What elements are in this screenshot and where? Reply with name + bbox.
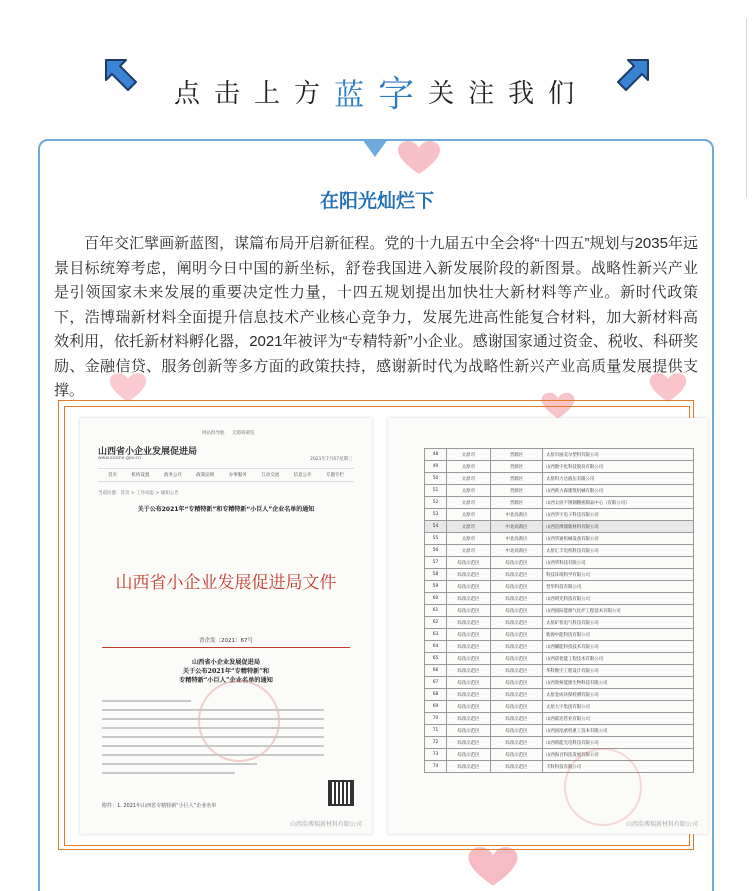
table-cell: 山西华通机械设备有限公司	[543, 533, 694, 545]
header-char-highlight: 蓝	[334, 77, 365, 113]
table-cell: 综改示范区	[491, 725, 543, 737]
table-cell: 中北高新区	[491, 509, 543, 521]
table-cell: 华科数字工程设计有限公司	[543, 665, 694, 677]
table-cell: 太原市	[447, 449, 491, 461]
table-cell: 68	[425, 689, 447, 701]
table-row	[425, 665, 694, 677]
table-cell: 科技环境科学有限公司	[543, 569, 694, 581]
table-cell: 综改示范区	[447, 665, 491, 677]
table-row	[425, 569, 694, 581]
doc-heading-line: 山西省小企业发展促进局	[191, 659, 261, 666]
table-cell: 太原市丽美尔塑料有限公司	[543, 449, 694, 461]
table-cell: 综改示范区	[491, 701, 543, 713]
table-row	[425, 545, 694, 557]
doc-top-link: 无障碍浏览	[232, 431, 255, 436]
table-row	[425, 641, 694, 653]
table-cell: 晋源区	[491, 461, 543, 473]
table-row	[425, 473, 694, 485]
doc-body-text	[102, 700, 324, 781]
table-cell: 综改示范区	[491, 593, 543, 605]
table-cell: 53	[425, 509, 447, 521]
doc-number: 晋企发〔2021〕67号	[199, 638, 253, 644]
table-row	[425, 581, 694, 593]
table-cell: 67	[425, 677, 447, 689]
table-cell: 太原矿机电气科技有限公司	[543, 617, 694, 629]
table-cell: 综改示范区	[491, 617, 543, 629]
table-cell: 太原市	[447, 485, 491, 497]
table-cell: 综改示范区	[447, 761, 491, 773]
table-cell: 综改示范区	[447, 725, 491, 737]
table-row	[425, 689, 694, 701]
table-cell: 山西奥柯能源生物科技有限公司	[543, 677, 694, 689]
doc-watermark: 山西浩博瑞新材料有限公司	[289, 821, 362, 828]
table-cell: 太原市	[447, 473, 491, 485]
doc-top-link: 网站群导航	[202, 431, 225, 436]
table-cell: 51	[425, 485, 447, 497]
notice-document-image[interactable]	[80, 418, 372, 834]
table-row	[425, 521, 694, 533]
table-cell: 54	[425, 521, 447, 533]
doc-nav-item: 政策法规	[196, 473, 215, 478]
company-table	[424, 448, 694, 773]
doc-nav	[98, 468, 354, 482]
doc-heading-line: 关于公布2021年“专精特新”和	[182, 668, 270, 675]
table-cell: 山西明光科技有限公司	[543, 593, 694, 605]
table-cell: 63	[425, 629, 447, 641]
table-cell: 综改示范区	[491, 557, 543, 569]
table-cell: 60	[425, 593, 447, 605]
header-char: 注	[468, 79, 495, 109]
table-cell: 综改示范区	[447, 605, 491, 617]
table-cell: 61	[425, 605, 447, 617]
table-cell: 山西新能光电科技有限公司	[543, 737, 694, 749]
header-char: 点	[174, 79, 201, 109]
table-cell: 72	[425, 737, 447, 749]
doc-date: 2021年7月07星期三	[310, 457, 353, 462]
table-cell: 太原科力达液压有限公司	[543, 473, 694, 485]
table-row	[425, 485, 694, 497]
table-row	[425, 701, 694, 713]
table-cell: 52	[425, 497, 447, 509]
doc-notice-title: 关于公布2021年“专精特新”和专精特新“小巨人”企业名单的通知	[137, 506, 315, 513]
table-cell: 综改示范区	[491, 605, 543, 617]
doc-nav-item: 信息公开	[293, 473, 312, 478]
table-cell: 49	[425, 461, 447, 473]
table-cell: 综改示范区	[447, 737, 491, 749]
doc-red-rule	[102, 647, 350, 648]
table-row	[425, 461, 694, 473]
table-cell: 山西联达管业有限公司	[543, 713, 694, 725]
arrow-up-left-icon	[100, 54, 142, 96]
table-cell: 70	[425, 713, 447, 725]
table-row	[425, 605, 694, 617]
table-cell: 山西数字化科技股份有限公司	[543, 461, 694, 473]
table-cell: 综改示范区	[447, 677, 491, 689]
table-cell: 综改示范区	[491, 665, 543, 677]
table-cell: 综改示范区	[491, 677, 543, 689]
table-cell: 太原市	[447, 497, 491, 509]
table-cell: 太原市	[447, 545, 491, 557]
header-char: 们	[548, 79, 575, 109]
heart-icon	[396, 140, 442, 176]
table-cell: 太原市	[447, 461, 491, 473]
table-cell: 山西华宇电子科技有限公司	[543, 509, 694, 521]
table-cell: 综改示范区	[491, 653, 543, 665]
table-cell: 晋华科技有限公司	[543, 581, 694, 593]
table-cell: 综改示范区	[447, 653, 491, 665]
table-cell: 综改示范区	[447, 569, 491, 581]
doc-nav-item: 政务公开	[163, 473, 182, 478]
header-char: 击	[214, 79, 241, 109]
table-row	[425, 617, 694, 629]
table-cell: 58	[425, 569, 447, 581]
table-row	[425, 749, 694, 761]
table-cell: 综改示范区	[447, 617, 491, 629]
table-cell: 晋源区	[491, 449, 543, 461]
qr-code	[328, 780, 354, 806]
table-cell: 综改示范区	[447, 749, 491, 761]
doc-nav-item: 专题专栏	[325, 473, 344, 478]
table-cell: 69	[425, 701, 447, 713]
header-char-highlight: 字	[378, 74, 415, 115]
article-paragraph: 百年交汇擘画新蓝图，谋篇布局开启新征程。党的十九届五中全会将“十四五”规划与2035年远景目标统筹考虑，阐明今日中国的新坐标，舒卷我国进入新发展阶段的新图景。战略性新兴产业是引领国家未来发展的重要决定性力量，十四五规划提出加快壮大新材料等产业。新时代政策下，浩博瑞新材料全面提升信息技术产业核心竞争力，发展先进高性能复合材料，加大新材料高效利用，依托新材料孵化器，2021年被评为“专精特新”小企业。感谢国家通过资金、税收、科研奖励、金融信贷、服务创新等多方面的政策扶持，感谢新时代为战略性新兴产业高质量发展提供支撑。	[54, 235, 698, 399]
table-cell: 太原大宇集团有限公司	[543, 701, 694, 713]
table-row	[425, 725, 694, 737]
table-cell: 晋源区	[491, 473, 543, 485]
header-char: 关	[428, 79, 455, 109]
table-row	[425, 737, 694, 749]
doc-nav-item: 机构设置	[131, 473, 150, 478]
table-cell: 太原市	[447, 533, 491, 545]
doc-nav-item: 互动交流	[261, 473, 280, 478]
table-cell: 综改示范区	[491, 629, 543, 641]
arrow-up-right-icon	[612, 54, 654, 96]
table-cell: 中北高新区	[491, 533, 543, 545]
doc-breadcrumb: 当前位置：首页 > 工作动态 > 通知公告	[98, 491, 179, 496]
table-cell: 50	[425, 473, 447, 485]
table-cell: 山西太原不锈钢精密制品中心（有限公司）	[543, 497, 694, 509]
table-cell: 晋源区	[491, 485, 543, 497]
header-char: 方	[294, 79, 321, 109]
table-cell: 综改示范区	[447, 641, 491, 653]
table-cell: 综改示范区	[447, 629, 491, 641]
table-cell: 48	[425, 449, 447, 461]
follow-header	[0, 50, 754, 120]
table-cell: 综改示范区	[447, 701, 491, 713]
table-cell: 综改示范区	[447, 593, 491, 605]
header-char: 上	[254, 79, 281, 109]
table-row	[425, 629, 694, 641]
table-cell: 56	[425, 545, 447, 557]
table-cell: 晋源区	[491, 497, 543, 509]
table-row	[425, 713, 694, 725]
table-cell: 山西海百科技发展有限公司	[543, 749, 694, 761]
table-cell: 65	[425, 653, 447, 665]
table-cell: 综改示范区	[491, 569, 543, 581]
table-cell: 综改示范区	[491, 689, 543, 701]
card-notch	[362, 139, 388, 157]
table-row	[425, 677, 694, 689]
company-list-image[interactable]	[388, 418, 708, 834]
follow-prompt	[174, 66, 584, 117]
table-cell: 74	[425, 761, 447, 773]
table-cell: 62	[425, 617, 447, 629]
table-row	[425, 449, 694, 461]
table-cell: 综改示范区	[447, 557, 491, 569]
table-cell: 太原汇丰电机科技有限公司	[543, 545, 694, 557]
table-cell: 山西浩博瑞新材料有限公司	[543, 521, 694, 533]
table-cell: 59	[425, 581, 447, 593]
table-cell: 64	[425, 641, 447, 653]
table-cell: 综改示范区	[491, 749, 543, 761]
table-cell: 综改示范区	[491, 737, 543, 749]
table-cell: 山西诺优能工程技术有限公司	[543, 653, 694, 665]
table-cell: 太原市	[447, 521, 491, 533]
table-cell: 综改示范区	[491, 713, 543, 725]
table-row	[425, 653, 694, 665]
table-cell: 太原金成环保检测有限公司	[543, 689, 694, 701]
table-cell: 66	[425, 665, 447, 677]
table-cell: 73	[425, 749, 447, 761]
table-row	[425, 497, 694, 509]
heart-icon	[464, 846, 522, 888]
article-title: 在阳光灿烂下	[319, 191, 434, 212]
table-cell: 综改示范区	[447, 581, 491, 593]
table-cell: 中北高新区	[491, 521, 543, 533]
doc-nav-item: 办事服务	[228, 473, 247, 478]
table-row	[425, 509, 694, 521]
table-cell: 丰科科技有限公司	[543, 761, 694, 773]
table-cell: 综改示范区	[491, 761, 543, 773]
table-cell: 太原市	[447, 509, 491, 521]
table-cell: 55	[425, 533, 447, 545]
table-cell: 综改示范区	[447, 689, 491, 701]
table-row	[425, 533, 694, 545]
table-cell: 新源中能科技有限公司	[543, 629, 694, 641]
table-cell: 山西华科技有限公司	[543, 557, 694, 569]
table-cell: 综改示范区	[491, 641, 543, 653]
doc-watermark: 山西浩博瑞新材料有限公司	[625, 821, 698, 828]
doc-heading-line: 专精特新“小巨人”企业名单的通知	[179, 677, 273, 684]
header-char: 我	[508, 79, 535, 109]
table-cell: 山西国泓重机重工技术有限公司	[543, 725, 694, 737]
official-seal	[564, 748, 642, 826]
table-cell: 山西新力森建筑机械有限公司	[543, 485, 694, 497]
table-cell: 综改示范区	[491, 581, 543, 593]
doc-nav-item: 首页	[108, 473, 117, 478]
table-row	[425, 557, 694, 569]
table-cell: 综改示范区	[447, 713, 491, 725]
doc-office-name: 山西省小企业发展促进局	[98, 447, 198, 457]
table-cell: 山西国际能源气化炉工程技术有限公司	[543, 605, 694, 617]
table-cell: 山西耀能科技技术有限公司	[543, 641, 694, 653]
doc-site-url: www.sxsme.gov.cn	[98, 456, 141, 461]
table-row	[425, 593, 694, 605]
table-cell: 57	[425, 557, 447, 569]
table-cell: 71	[425, 725, 447, 737]
doc-attachment: 附件：1. 2021年山西省专精特新“小巨人”企业名单	[102, 803, 217, 809]
table-row	[425, 761, 694, 773]
doc-file-title: 山西省小企业发展促进局文件	[115, 573, 337, 593]
table-cell: 中北高新区	[491, 545, 543, 557]
